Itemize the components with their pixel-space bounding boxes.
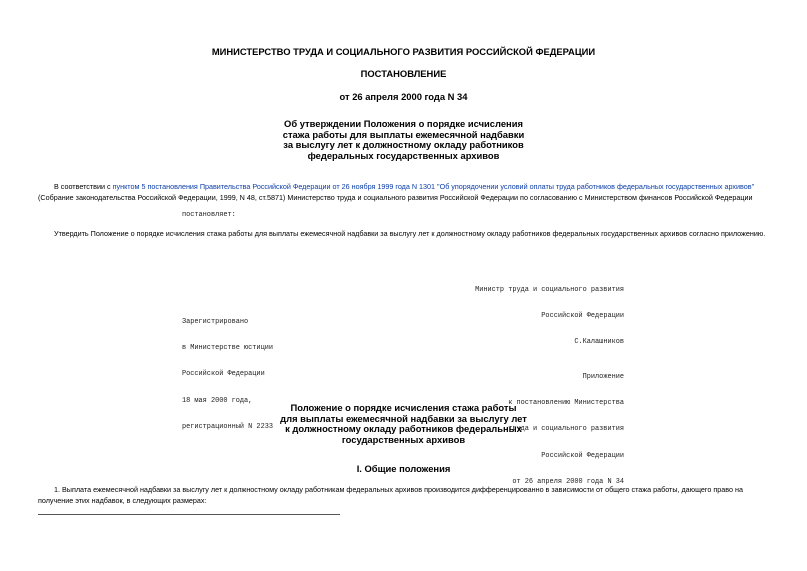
appendix-line: труда и социального развития [508,425,624,434]
appendix-line: Российской Федерации [541,451,624,460]
divider-line [38,514,340,515]
approve-paragraph: Утвердить Положение о порядке исчисления стажа работы для выплаты ежемесячной надбавки за выслугу лет к должностному окладу работников федеральных государственных архивов согласно приложению. [54,229,766,238]
title-line: Об утверждении Положения о порядке исчисления [284,118,523,129]
registration-line: Зарегистрировано [182,317,249,326]
signature-line: С.Калашников [574,338,624,347]
signature-block [420,268,624,365]
document-date-number: от 26 апреля 2000 года N 34 [339,91,468,102]
paragraph-1: 1. Выплата ежемесячной надбавки за выслугу лет к должностному окладу работникам федеральных архивов производится дифференцированно в зависимости от общего стажа работы, дающего право на получение этих надбавок, в следующих размерах: [38,485,743,505]
registration-line: регистрационный N 2233 [182,423,273,432]
registration-line: Российской Федерации [182,370,265,379]
section-title: I. Общие положения [356,463,451,474]
signature-line: Российской Федерации [541,311,624,320]
regulation-title-line: к должностному окладу работников федеральных [285,423,522,435]
title-line: федеральных государственных архивов [307,149,500,161]
title-line: за выслугу лет к должностному окладу работников [283,139,524,151]
government-decree-link[interactable]: пунктом 5 постановления Правительства Российской Федерации от 26 ноября 1999 года N 1301 "Об упорядочении условий оплаты труда работников федеральных государственных архивов" [112,182,755,191]
registration-line: в Министерстве юстиции [182,343,273,352]
ministry-heading: МИНИСТЕРСТВО ТРУДА И СОЦИАЛЬНОГО РАЗВИТИЯ РОССИЙСКОЙ ФЕДЕРАЦИИ [211,46,596,57]
regulation-title-line: государственных архивов [341,433,466,445]
regulation-title-line: для выплаты ежемесячной надбавки за выслугу лет [280,412,527,424]
preamble-suffix: (Собрание законодательства Российской Федерации, 1999, N 48, ст.5871) Министерство труда и социального развития Российской Федерации по согласованию с Министерством финансов Российской Федерации [38,193,753,202]
document-title [0,119,807,161]
signature-line: Министр труда и социального развития [475,285,624,294]
regulation-title [0,403,807,445]
appendix-line: Приложение [582,372,624,381]
preamble-prefix: В соответствии с [54,182,113,191]
preamble-paragraph [38,181,769,203]
title-line: стажа работы для выплаты ежемесячной надбавки [282,128,525,140]
decree-word: постановляет: [182,211,236,219]
document-type: ПОСТАНОВЛЕНИЕ [360,68,447,79]
appendix-line: к постановлению Министерства [508,398,624,407]
registration-line: 18 мая 2000 года, [182,396,253,405]
appendix-line: от 26 апреля 2000 года N 34 [512,478,624,487]
regulation-title-line: Положение о порядке исчисления стажа работы [290,402,517,413]
